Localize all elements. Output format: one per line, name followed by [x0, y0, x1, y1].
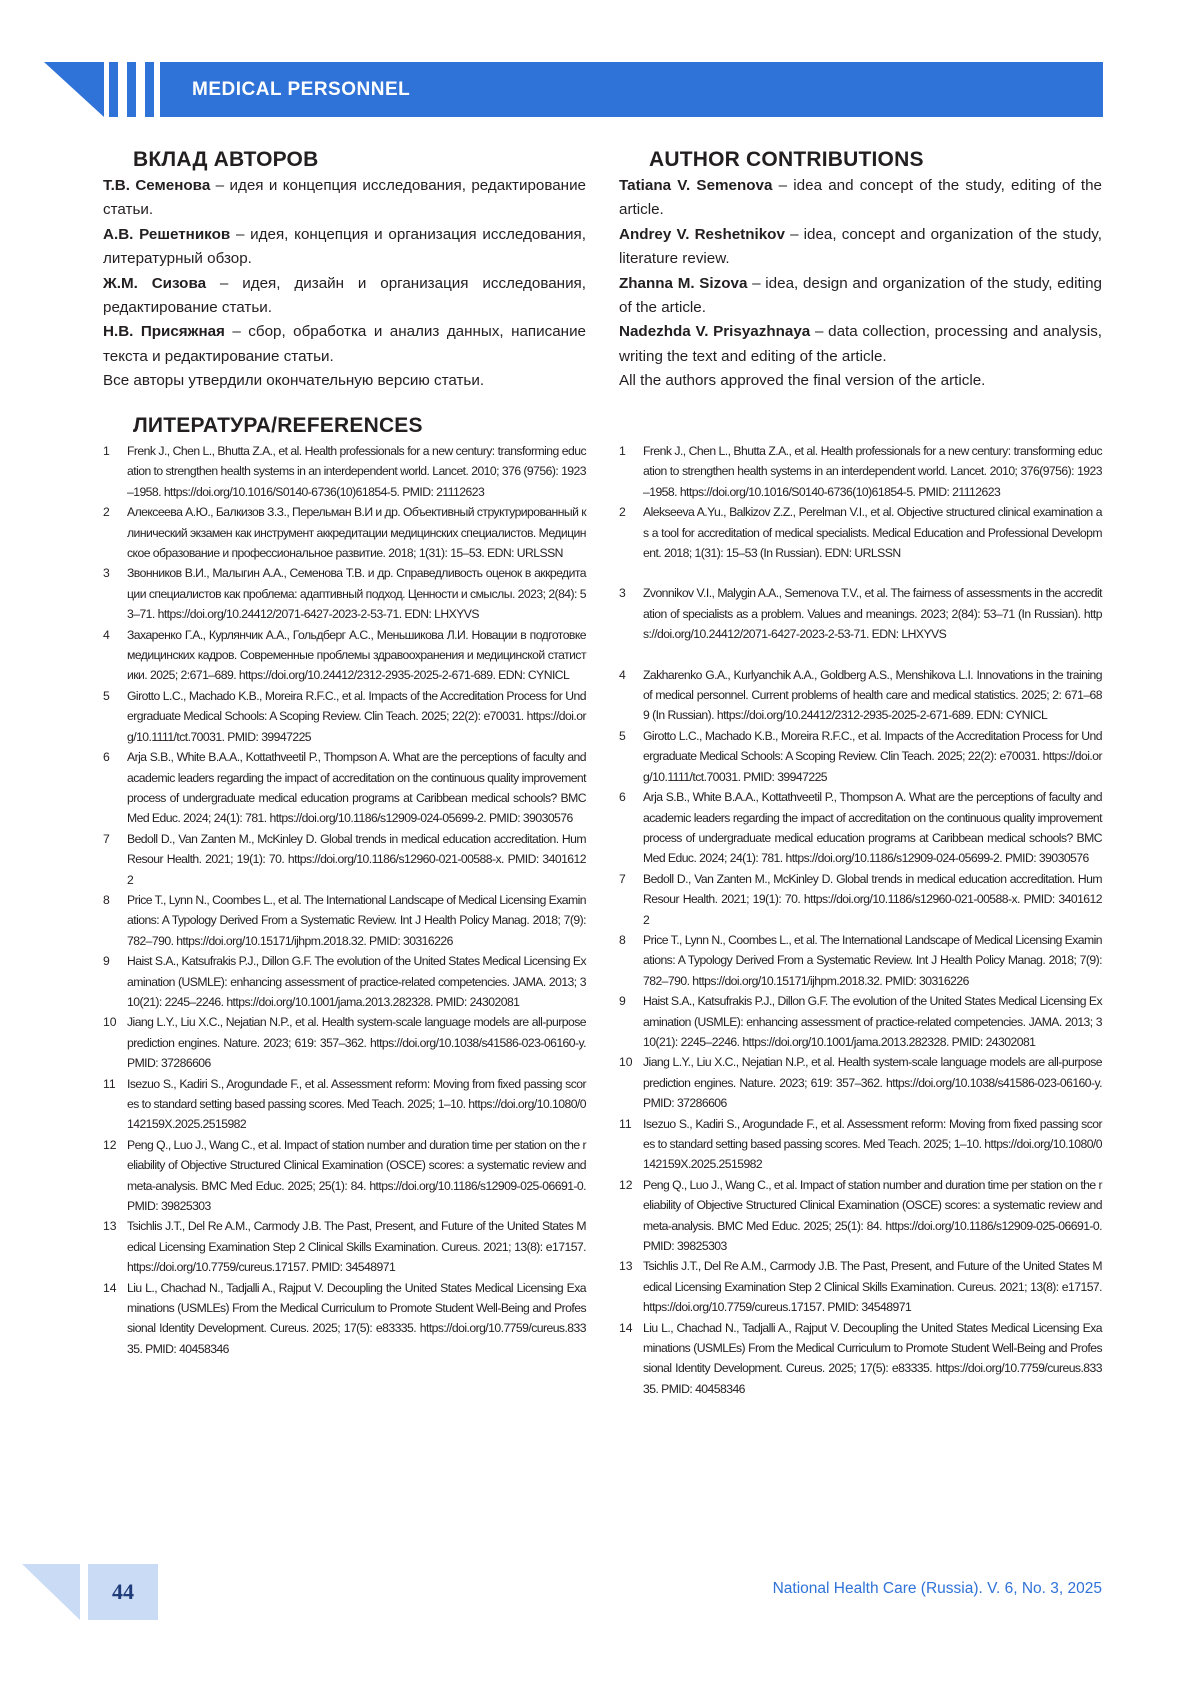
page-number: 44: [112, 1579, 134, 1604]
author-name: Nadezhda V. Prisyazhnaya: [619, 323, 811, 341]
journal-citation: National Health Care (Russia). V. 6, No. 3, 2025: [772, 1580, 1102, 1597]
reference-text: Алексеева А.Ю., Балкизов З.З., Перельман В.И и др. Объективный структурированный клинический экзамен как инструмент аккредитации медицинских специалистов. Медицинское образование и профессиональное развитие. 2018; 1(31): 15–53. EDN: URLSSN: [127, 505, 586, 561]
contribution-item: [103, 320, 586, 369]
reference-text: Haist S.A., Katsufrakis P.J., Dillon G.F. The evolution of the United States Medical Licensing Examination (USMLE): enhancing assessment of practice-related competencies. JAMA. 2013; 310(21): 2245–2246. https://doi.org/10.1001/jama.2013.282328. PMID: 24302081: [643, 994, 1102, 1049]
reference-number: 13: [619, 1259, 633, 1274]
contribution-item: [103, 272, 586, 321]
reference-text: Peng Q., Luo J., Wang C., et al. Impact of station number and duration time per station on the reliability of Objective Structured Clinical Examination (OSCE) scores: a systematic review and meta-analysis. BMC Med Educ. 2025; 25(1): 84. https://doi.org/10.1186/s12909-025-06691-0. PMID: 39825303: [643, 1177, 1102, 1254]
reference-item: [103, 502, 586, 563]
reference-item: [619, 930, 1102, 991]
reference-number: 1: [103, 444, 110, 458]
footer-triangle: [22, 1564, 80, 1620]
reference-text: Arja S.B., White B.A.A., Kottathveetil P., Thompson A. What are the perceptions of faculty and academic leaders regarding the impact of accreditation on the continuous quality improvement process of undergraduate medical education programs at Caribbean medical schools? BMC Med Educ. 2024; 24(1): 781. https://doi.org/10.1186/s12909-024-05699-2. PMID: 39030576: [127, 750, 586, 826]
reference-text: Isezuo S., Kadiri S., Arogundade F., et al. Assessment reform: Moving from fixed passing scores to standard setting based passing scores. Med Teach. 2025; 1–10. https://doi.org/10.1080/0142159X.2025.2515982: [127, 1076, 586, 1132]
contributions-en-title: AUTHOR CONTRIBUTIONS: [649, 148, 924, 171]
reference-number: 5: [619, 728, 626, 743]
reference-item: [103, 625, 586, 686]
approval-note: All the authors approved the final version of the article.: [619, 372, 986, 390]
reference-item: [103, 829, 586, 890]
reference-item: [619, 1114, 1102, 1175]
reference-item: [619, 869, 1102, 930]
reference-text: Zakharenko G.A., Kurlyanchik A.A., Goldberg A.S., Menshikova L.I. Innovations in the training of medical personnel. Current problems of health care and medical statistics. 2025; 2: 671–689 (In Russian). https://doi.org/10.24412/2312-2935-2025-2-671-689. EDN: CYNICL: [643, 667, 1102, 723]
reference-number: 1: [619, 444, 626, 458]
reference-text: Alekseeva A.Yu., Balkizov Z.Z., Perelman V.I., et al. Objective structured clinical examination as a tool for accreditation of medical specialists. Medical Education and Professional Development. 2018; 1(31): 15–53 (In Russian). EDN: URLSSN: [643, 505, 1102, 561]
reference-text: Bedoll D., Van Zanten M., McKinley D. Global trends in medical education accreditation. Hum Resour Health. 2021; 19(1): 70. https://doi.org/10.1186/s12960-021-00588-x. PMID: 34016122: [643, 871, 1102, 927]
reference-number: 11: [103, 1076, 116, 1091]
reference-text: Frenk J., Chen L., Bhutta Z.A., et al. Health professionals for a new century: transforming education to strengthen health systems in an interdependent world. Lancet. 2010; 376(9756): 1923–1958. https://doi.org/10.1016/S0140-6736(10)61854-5. PMID: 21112623: [643, 444, 1102, 499]
reference-item: [619, 991, 1102, 1052]
references-list-en: [619, 441, 1102, 1399]
reference-item: [619, 1256, 1102, 1317]
reference-text: Peng Q., Luo J., Wang C., et al. Impact of station number and duration time per station on the reliability of Objective Structured Clinical Examination (OSCE) scores: a systematic review and meta-analysis. BMC Med Educ. 2025; 25(1): 84. https://doi.org/10.1186/s12909-025-06691-0. PMID: 39825303: [127, 1137, 586, 1214]
reference-item: [619, 787, 1102, 869]
reference-number: 4: [103, 627, 110, 642]
reference-text: Girotto L.C., Machado K.B., Moreira R.F.C., et al. Impacts of the Accreditation Process for Undergraduate Medical Schools: A Scoping Review. Clin Teach. 2025; 22(2): e70031. https://doi.org/10.1111/tct.70031. PMID: 39947225: [643, 728, 1102, 784]
references-title: ЛИТЕРАТУРА/REFERENCES: [133, 414, 423, 437]
contribution-text: – идея и концепция исследования, редактирование статьи.: [103, 177, 586, 219]
reference-number: 10: [103, 1015, 117, 1030]
reference-number: 6: [103, 750, 110, 765]
contribution-item: [619, 272, 1102, 321]
author-name: А.В. Решетников: [103, 225, 231, 243]
reference-item: [103, 890, 586, 951]
reference-number: 12: [103, 1137, 117, 1152]
contribution-item: [103, 223, 586, 272]
reference-number: 8: [619, 932, 626, 947]
reference-text: Liu L., Chachad N., Tadjalli A., Rajput V. Decoupling the United States Medical Licensing Examinations (USMLEs) From the Medical Curriculum to Promote Student Well-Being and Professional Identity Development. Cureus. 2025; 17(5): e83335. https://doi.org/10.7759/cureus.83335. PMID: 40458346: [643, 1320, 1102, 1396]
reference-number: 9: [103, 954, 110, 969]
reference-item: [619, 726, 1102, 787]
reference-number: 14: [619, 1320, 633, 1335]
author-name: Т.В. Семенова: [103, 177, 211, 194]
reference-item: [103, 1216, 586, 1277]
header-stripe: [109, 62, 118, 117]
reference-item: [619, 502, 1102, 563]
reference-text: Tsichlis J.T., Del Re A.M., Carmody J.B. The Past, Present, and Future of the United States Medical Licensing Examination Step 2 Clinical Skills Examination. Cureus. 2021; 13(8): e17157. https://doi.org/10.7759/cureus.17157. PMID: 34548971: [643, 1259, 1102, 1315]
reference-item: [103, 1074, 586, 1135]
contribution-text: – idea, concept and organization of the study, literature review.: [619, 225, 1102, 268]
contribution-item: [103, 174, 586, 223]
reference-item: [103, 1135, 586, 1217]
reference-text: Liu L., Chachad N., Tadjalli A., Rajput V. Decoupling the United States Medical Licensing Examinations (USMLEs) From the Medical Curriculum to Promote Student Well-Being and Professional Identity Development. Cureus. 2025; 17(5): e83335. https://doi.org/10.7759/cureus.83335. PMID: 40458346: [127, 1280, 586, 1356]
reference-number: 7: [619, 871, 626, 886]
reference-item: [103, 441, 586, 502]
reference-number: 3: [103, 566, 110, 581]
reference-number: 3: [619, 586, 626, 601]
author-name: Tatiana V. Semenova: [619, 177, 773, 194]
reference-item: [103, 951, 586, 1012]
contribution-text: – idea, design and organization of the study, editing of the article.: [619, 274, 1102, 317]
reference-text: Price T., Lynn N., Coombes L., et al. The International Landscape of Medical Licensing Examinations: A Typology Derived From a Systematic Review. Int J Health Policy Manag. 2018; 7(9): 782–790. https://doi.org/10.15171/ijhpm.2018.32. PMID: 30316226: [127, 892, 586, 948]
contribution-item: [619, 174, 1102, 223]
reference-number: 2: [103, 505, 110, 520]
reference-text: Frenk J., Chen L., Bhutta Z.A., et al. Health professionals for a new century: transforming education to strengthen health systems in an interdependent world. Lancet. 2010; 376 (9756): 1923–1958. https://doi.org/10.1016/S0140-6736(10)61854-5. PMID: 21112623: [127, 444, 586, 499]
reference-text: Isezuo S., Kadiri S., Arogundade F., et al. Assessment reform: Moving from fixed passing scores to standard setting based passing scores. Med Teach. 2025; 1–10. https://doi.org/10.1080/0142159X.2025.2515982: [643, 1116, 1102, 1172]
reference-text: Price T., Lynn N., Coombes L., et al. The International Landscape of Medical Licensing Examinations: A Typology Derived From a Systematic Review. Int J Health Policy Manag. 2018; 7(9): 782–790. https://doi.org/10.15171/ijhpm.2018.32. PMID: 30316226: [643, 932, 1102, 988]
reference-number: 9: [619, 994, 626, 1009]
reference-number: 13: [103, 1219, 117, 1234]
reference-item: [619, 1052, 1102, 1113]
reference-text: Jiang L.Y., Liu X.C., Nejatian N.P., et al. Health system-scale language models are all-purpose prediction engines. Nature. 2023; 619: 357–362. https://doi.org/10.1038/s41586-023-06160-y. PMID: 37286606: [643, 1055, 1102, 1111]
reference-number: 14: [103, 1280, 117, 1295]
reference-item: [103, 1012, 586, 1073]
page-number-box: [88, 1564, 158, 1620]
reference-text: Arja S.B., White B.A.A., Kottathveetil P., Thompson A. What are the perceptions of faculty and academic leaders regarding the impact of accreditation on the continuous quality improvement process of undergraduate medical education programs at Caribbean medical schools? BMC Med Educ. 2024; 24(1): 781. https://doi.org/10.1186/s12909-024-05699-2. PMID: 39030576: [643, 790, 1102, 866]
header-stripe: [145, 62, 154, 117]
reference-text: Haist S.A., Katsufrakis P.J., Dillon G.F. The evolution of the United States Medical Licensing Examination (USMLE): enhancing assessment of practice-related competencies. JAMA. 2013; 310(21): 2245–2246. https://doi.org/10.1001/jama.2013.282328. PMID: 24302081: [127, 954, 586, 1009]
reference-text: Zvonnikov V.I., Malygin A.A., Semenova T.V., et al. The fairness of assessments in the accreditation of specialists as a problem. Values and meanings. 2023; 2(84): 53–71 (In Russian). https://doi.org/10.24412/2071-6427-2023-2-53-71. EDN: LHXYVS: [643, 586, 1102, 642]
contribution-item: [619, 320, 1102, 369]
reference-text: Girotto L.C., Machado K.B., Moreira R.F.C., et al. Impacts of the Accreditation Process for Undergraduate Medical Schools: A Scoping Review. Clin Teach. 2025; 22(2): e70031. https://doi.org/10.1111/tct.70031. PMID: 39947225: [127, 688, 586, 744]
reference-number: 6: [619, 790, 626, 805]
reference-item: [103, 686, 586, 747]
contributions-ru-title: ВКЛАД АВТОРОВ: [133, 148, 319, 171]
references-list-ru: [103, 441, 586, 1359]
contribution-text: – сбор, обработка и анализ данных, написание текста и редактирование статьи.: [103, 323, 586, 365]
reference-text: Tsichlis J.T., Del Re A.M., Carmody J.B. The Past, Present, and Future of the United States Medical Licensing Examination Step 2 Clinical Skills Examination. Cureus. 2021; 13(8): e17157. https://doi.org/10.7759/cureus.17157. PMID: 34548971: [127, 1219, 586, 1275]
contributions-ru: [103, 146, 586, 394]
contribution-text: – идея, концепция и организация исследования, литературный обзор.: [103, 225, 586, 268]
header-triangle: [44, 62, 104, 117]
reference-number: 4: [619, 667, 626, 682]
reference-number: 11: [619, 1116, 632, 1131]
reference-text: Звонников В.И., Малыгин А.А., Семенова Т.В. и др. Справедливость оценок в аккредитации специалистов как проблема: адаптивный подход. Ценности и смыслы. 2023; 2(84): 53–71. https://doi.org/10.24412/2071-6427-2023-2-53-71. EDN: LHXYVS: [127, 566, 586, 622]
contribution-text: – data collection, processing and analysis, writing the text and editing of the article.: [619, 323, 1103, 365]
reference-text: Bedoll D., Van Zanten M., McKinley D. Global trends in medical education accreditation. Hum Resour Health. 2021; 19(1): 70. https://doi.org/10.1186/s12960-021-00588-x. PMID: 34016122: [127, 831, 586, 887]
reference-item: [619, 665, 1102, 726]
contributions-en: [619, 146, 1102, 394]
contribution-text: – идея, дизайн и организация исследования, редактирование статьи.: [103, 274, 586, 317]
reference-number: 8: [103, 892, 110, 907]
reference-number: 12: [619, 1177, 633, 1192]
reference-number: 5: [103, 688, 110, 703]
approval-note: Все авторы утвердили окончательную версию статьи.: [103, 372, 485, 390]
reference-text: Захаренко Г.А., Курлянчик А.А., Гольдберг А.С., Меньшикова Л.И. Новации в подготовке медицинских кадров. Современные проблемы здравоохранения и медицинской статистики. 2025; 2:671–689. https://doi.org/10.24412/2312-2935-2025-2-671-689. EDN: CYNICL: [127, 627, 586, 683]
reference-text: Jiang L.Y., Liu X.C., Nejatian N.P., et al. Health system-scale language models are all-purpose prediction engines. Nature. 2023; 619: 357–362. https://doi.org/10.1038/s41586-023-06160-y. PMID: 37286606: [127, 1015, 586, 1071]
reference-item: [103, 1278, 586, 1360]
header-stripe: [127, 62, 136, 117]
reference-number: 7: [103, 831, 110, 846]
author-name: Ж.М. Сизова: [103, 274, 207, 292]
contribution-item: [619, 223, 1102, 272]
reference-item: [619, 583, 1102, 644]
author-name: Andrey V. Reshetnikov: [619, 225, 785, 243]
author-name: Н.В. Присяжная: [103, 323, 225, 341]
reference-item: [103, 563, 586, 624]
reference-number: 10: [619, 1055, 633, 1070]
reference-item: [619, 1175, 1102, 1257]
section-title: MEDICAL PERSONNEL: [192, 79, 411, 100]
reference-number: 2: [619, 505, 626, 520]
section-header-bar: [160, 62, 1103, 117]
author-name: Zhanna M. Sizova: [619, 274, 748, 292]
contribution-text: – idea and concept of the study, editing of the article.: [619, 177, 1103, 219]
reference-item: [103, 747, 586, 829]
reference-item: [619, 1318, 1102, 1400]
reference-item: [619, 441, 1102, 502]
